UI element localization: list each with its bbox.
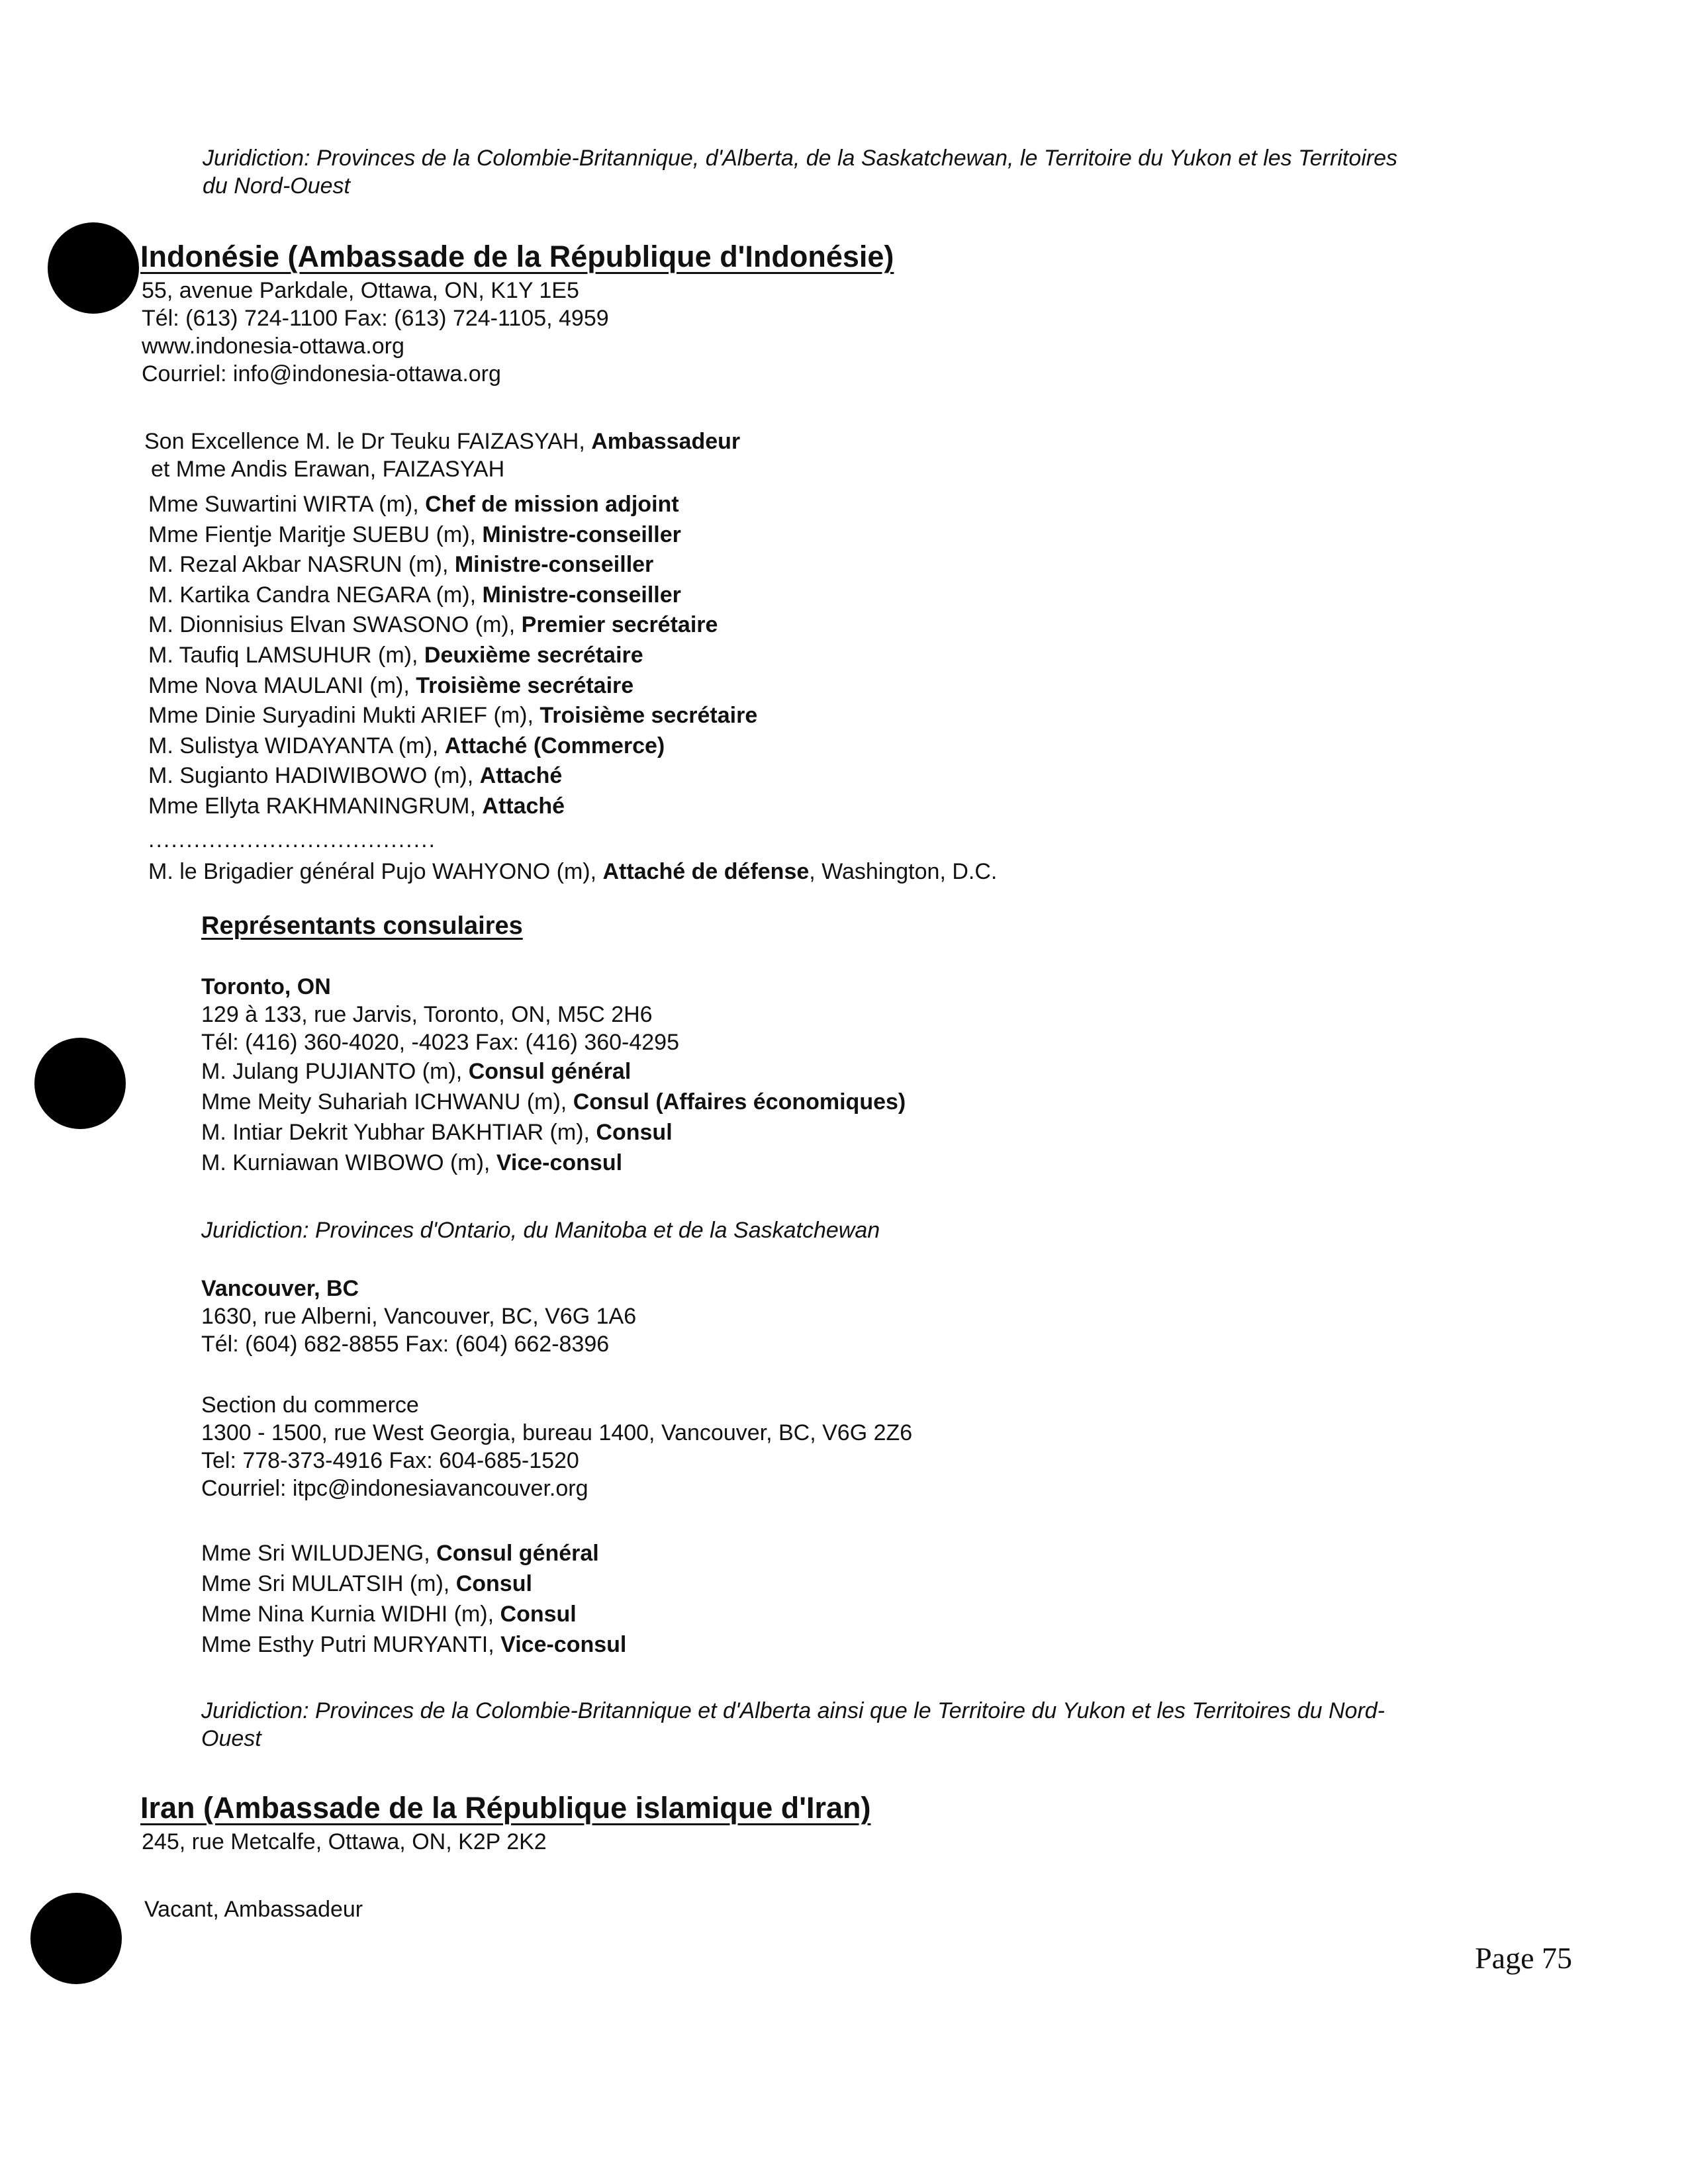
staff-entry [201, 1629, 626, 1660]
staff-title: Ministre-conseiller [482, 522, 681, 547]
consulate-city: Vancouver, BC [201, 1276, 359, 1301]
vancouver-jurisdiction [201, 1697, 1385, 1752]
consulate-city: Toronto, ON [201, 974, 331, 999]
vancouver-staff-list [201, 1538, 626, 1660]
staff-title: Consul (Affaires économiques) [573, 1089, 906, 1115]
staff-name: Mme Esthy Putri MURYANTI, [201, 1632, 494, 1657]
staff-name: Mme Sri WILUDJENG, [201, 1541, 430, 1566]
staff-entry [148, 641, 757, 671]
embassy-phone: Tél: (613) 724-1100 Fax: (613) 724-1105, 4959 [142, 306, 609, 331]
commerce-phone: Tel: 778-373-4916 Fax: 604-685-1520 [201, 1448, 579, 1473]
staff-entry [148, 550, 757, 580]
staff-title: Consul général [436, 1541, 599, 1566]
staff-name: M. Kurniawan WIBOWO (m), [201, 1150, 491, 1175]
staff-name: M. Sulistya WIDAYANTA (m), [148, 733, 439, 758]
embassy-website: www.indonesia-ottawa.org [142, 334, 404, 359]
indonesia-contact [142, 277, 609, 388]
embassy-staff-list [148, 490, 757, 822]
ambassador-block [144, 428, 740, 483]
staff-entry [201, 1087, 906, 1117]
staff-entry [148, 761, 757, 792]
staff-name: M. Sugianto HADIWIBOWO (m), [148, 763, 474, 789]
staff-title: Consul [596, 1120, 673, 1145]
consulate-address: 129 à 133, rue Jarvis, Toronto, ON, M5C 2H6 [201, 1002, 653, 1027]
jurisdiction-line: Juridiction: Provinces de la Colombie-Britannique et d'Alberta ainsi que le Territoire du Yukon et les Territoires du Nord- [201, 1698, 1385, 1723]
staff-entry [148, 580, 757, 611]
defense-attache [148, 858, 997, 886]
ambassador-spouse: et Mme Andis Erawan, FAIZASYAH [151, 457, 505, 482]
staff-title: Premier secrétaire [521, 612, 718, 638]
iran-ambassador: Vacant, Ambassadeur [144, 1897, 363, 1922]
staff-title: Attaché (Commerce) [444, 733, 665, 758]
staff-name: Mme Meity Suhariah ICHWANU (m), [201, 1089, 567, 1115]
staff-entry [201, 1117, 906, 1148]
staff-name: Mme Sri MULATSIH (m), [201, 1571, 450, 1596]
iran-heading: Iran (Ambassade de la République islamique d'Iran) [140, 1791, 871, 1825]
dotted-separator: ...................................... [148, 827, 436, 852]
staff-name: Mme Fientje Maritje SUEBU (m), [148, 522, 476, 547]
defense-attache-place: , Washington, D.C. [809, 859, 998, 884]
consular-heading: Représentants consulaires [201, 912, 523, 940]
ambassador-line [144, 428, 740, 455]
defense-attache-name: M. le Brigadier général Pujo WAHYONO (m), [148, 859, 597, 884]
staff-name: Mme Nova MAULANI (m), [148, 672, 410, 698]
page-number: Page 75 [1475, 1941, 1572, 1975]
staff-entry [201, 1569, 626, 1599]
staff-entry [148, 731, 757, 762]
indonesia-heading: Indonésie (Ambassade de la République d'Indonésie) [140, 240, 894, 273]
defense-attache-title: Attaché de défense [602, 859, 810, 884]
commerce-section [201, 1391, 912, 1502]
staff-name: Mme Suwartini WIRTA (m), [148, 492, 419, 517]
staff-entry [148, 490, 757, 520]
jurisdiction-line: Ouest [201, 1726, 261, 1751]
staff-entry [201, 1148, 906, 1178]
ambassador-name: Son Excellence M. le Dr Teuku FAIZASYAH, [144, 429, 585, 454]
staff-title: Chef de mission adjoint [425, 492, 679, 517]
staff-title: Consul général [468, 1059, 632, 1084]
staff-name: Mme Dinie Suryadini Mukti ARIEF (m), [148, 703, 534, 729]
staff-name: M. Intiar Dekrit Yubhar BAKHTIAR (m), [201, 1120, 590, 1145]
staff-title: Troisième secrétaire [416, 672, 634, 698]
staff-title: Consul [500, 1602, 577, 1627]
staff-title: Attaché [482, 793, 565, 819]
staff-entry [148, 671, 757, 702]
punch-hole-top [48, 222, 139, 314]
staff-title: Ministre-conseiller [454, 552, 654, 578]
staff-title: Troisième secrétaire [539, 703, 758, 729]
consulate-phone: Tél: (416) 360-4020, -4023 Fax: (416) 360-4295 [201, 1030, 680, 1055]
commerce-label: Section du commerce [201, 1392, 419, 1418]
staff-name: M. Julang PUJIANTO (m), [201, 1059, 463, 1084]
ambassador-title: Ambassadeur [591, 429, 741, 454]
embassy-email: Courriel: info@indonesia-ottawa.org [142, 361, 501, 387]
staff-entry [148, 610, 757, 641]
staff-title: Deuxième secrétaire [424, 642, 643, 668]
staff-name: M. Taufiq LAMSUHUR (m), [148, 642, 418, 668]
staff-entry [148, 701, 757, 731]
jurisdiction-line: du Nord-Ouest [203, 173, 350, 199]
staff-name: M. Dionnisius Elvan SWASONO (m), [148, 612, 516, 638]
consulate-address: 1630, rue Alberni, Vancouver, BC, V6G 1A6 [201, 1304, 637, 1329]
punch-hole-middle [34, 1038, 126, 1129]
toronto-consulate [201, 973, 906, 1178]
embassy-address: 55, avenue Parkdale, Ottawa, ON, K1Y 1E5 [142, 278, 579, 303]
staff-title: Vice-consul [496, 1150, 623, 1175]
staff-title: Attaché [479, 763, 563, 789]
staff-entry [201, 1599, 626, 1629]
staff-title: Consul [455, 1571, 532, 1596]
jurisdiction-line: Juridiction: Provinces de la Colombie-Britannique, d'Alberta, de la Saskatchewan, le Territoire du Yukon et les Territoires [203, 146, 1398, 171]
toronto-jurisdiction: Juridiction: Provinces d'Ontario, du Manitoba et de la Saskatchewan [201, 1218, 880, 1243]
staff-name: M. Rezal Akbar NASRUN (m), [148, 552, 449, 578]
staff-entry [148, 520, 757, 551]
staff-entry [201, 1538, 626, 1569]
vancouver-consulate [201, 1275, 636, 1358]
staff-entry [201, 1056, 906, 1087]
staff-name: Mme Ellyta RAKHMANINGRUM, [148, 793, 476, 819]
previous-entry-jurisdiction [203, 144, 1397, 200]
commerce-email: Courriel: itpc@indonesiavancouver.org [201, 1476, 588, 1501]
staff-entry [148, 792, 757, 822]
staff-name: M. Kartika Candra NEGARA (m), [148, 582, 477, 608]
staff-title: Ministre-conseiller [482, 582, 681, 608]
commerce-address: 1300 - 1500, rue West Georgia, bureau 1400, Vancouver, BC, V6G 2Z6 [201, 1420, 913, 1445]
punch-hole-bottom [30, 1893, 122, 1984]
consulate-phone: Tél: (604) 682-8855 Fax: (604) 662-8396 [201, 1332, 610, 1357]
staff-title: Vice-consul [500, 1632, 627, 1657]
iran-address: 245, rue Metcalfe, Ottawa, ON, K2P 2K2 [142, 1829, 547, 1854]
staff-name: Mme Nina Kurnia WIDHI (m), [201, 1602, 494, 1627]
